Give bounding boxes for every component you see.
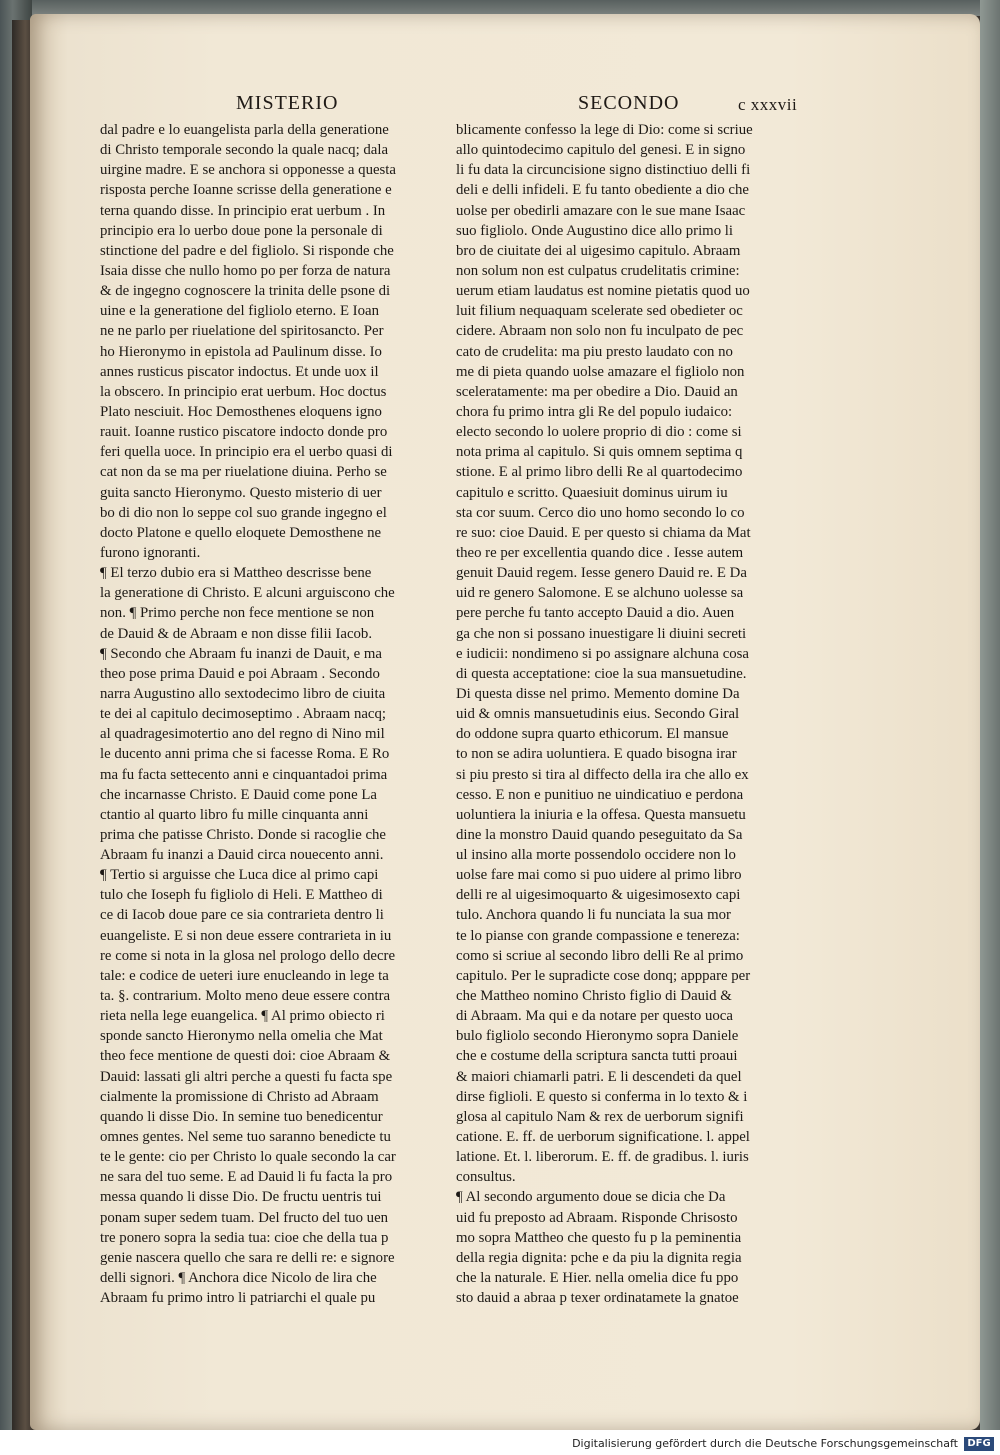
text-line: theo pose prima Dauid e poi Abraam . Secondo bbox=[100, 665, 380, 682]
text-line: Isaia disse che nullo homo po per forza de natura bbox=[100, 262, 391, 279]
text-line: furono ignoranti. bbox=[100, 544, 201, 561]
dfg-logo: DFG bbox=[964, 1437, 994, 1451]
text-line: di Christo temporale secondo la quale nacq; dala bbox=[100, 142, 389, 159]
text-line: sponde sancto Hieronymo nella omelia che Mat bbox=[100, 1028, 383, 1045]
text-line: rieta nella lege euangelica. ¶ Al primo obiecto ri bbox=[100, 1008, 385, 1025]
text-line: ponam super sedem tuam. Del fructo del tuo uen bbox=[100, 1209, 389, 1226]
text-line: dal padre e lo euangelista parla della generatione bbox=[100, 122, 389, 138]
text-line: le ducento anni prima che si facesse Roma. E Ro bbox=[100, 746, 390, 763]
text-line: consultus. bbox=[456, 1169, 516, 1186]
text-line: che la naturale. E Hier. nella omelia dice fu ppo bbox=[456, 1270, 739, 1287]
digitization-footer bbox=[0, 1430, 1000, 1455]
text-line: de Dauid & de Abraam e non disse filii Iacob. bbox=[100, 625, 373, 642]
text-line: e iudicii: nondimeno si po assignare alchuna cosa bbox=[456, 645, 749, 662]
text-line: pere perche fu tanto accepto Dauid a dio. Auen bbox=[456, 605, 735, 622]
footer-credit: Digitalisierung gefördert durch die Deutsche Forschungsgemeinschaft bbox=[572, 1437, 958, 1450]
text-line: ¶ El terzo dubio era si Mattheo descrisse bene bbox=[100, 565, 372, 582]
text-line: messa quando li disse Dio. De fructu uentris tui bbox=[100, 1189, 382, 1206]
text-line: terna quando disse. In principio erat uerbum . In bbox=[100, 202, 386, 219]
text-line: ul insino alla morte possendolo occidere non lo bbox=[456, 847, 736, 864]
text-line: uirgine madre. E se anchora si opponesse a questa bbox=[100, 162, 396, 179]
text-line: narra Augustino allo sextodecimo libro de ciuita bbox=[100, 685, 386, 702]
text-line: cidere. Abraam non solo non fu inculpato de pec bbox=[456, 323, 744, 340]
text-line: ne ne parlo per riuelatione del spiritosancto. Per bbox=[100, 323, 384, 340]
text-line: uolse fare mai como si puo uidere al primo libro bbox=[456, 867, 742, 884]
text-line: blicamente confesso la lege di Dio: come si scriue bbox=[456, 122, 753, 138]
text-line: guita sancto Hieronymo. Questo misterio di uer bbox=[100, 484, 382, 501]
book-cover-right-edge bbox=[980, 0, 1000, 1430]
folio-number: c xxxvii bbox=[738, 95, 798, 114]
text-line: ho Hieronymo in epistola ad Paulinum disse. Io bbox=[100, 343, 382, 360]
text-line: & de ingegno cognoscere la trinita delle psone di bbox=[100, 283, 391, 300]
text-line: sta cor suum. Cerco dio uno homo secondo lo co bbox=[456, 504, 745, 521]
text-line: re suo: cioe Dauid. E per questo si chiama da Mat bbox=[456, 524, 751, 541]
text-line: ma fu facta settecento anni e cinquantadoi prima bbox=[100, 766, 388, 783]
text-line: tulo che Ioseph fu figliolo di Heli. E Mattheo di bbox=[100, 887, 383, 904]
text-line: dine la monstro Dauid quando peseguitato da Sa bbox=[456, 826, 743, 843]
text-line: stione. E al primo libro delli Re al quartodecimo bbox=[456, 464, 743, 481]
text-line: feri quella uoce. In principio era el uerbo quasi di bbox=[100, 444, 393, 461]
text-line: che e costume della scriptura sancta tutti proaui bbox=[456, 1048, 738, 1065]
text-line: theo re per excellentia quando dice . Iesse autem bbox=[456, 544, 744, 561]
text-line: electo secondo lo uolere proprio di dio : come si bbox=[456, 424, 742, 441]
text-line: ¶ Tertio si arguisse che Luca dice al primo capi bbox=[100, 867, 379, 884]
text-line: tre ponero sopra la sedia tua: cioe che della tua p bbox=[100, 1229, 389, 1246]
text-line: della regia dignita: pche e da piu la dignita regia bbox=[456, 1249, 742, 1266]
text-line: sceleratamente: ma per obedire a Dio. Dauid an bbox=[456, 383, 738, 400]
running-head-left: MISTERIO bbox=[236, 92, 339, 114]
text-line: dirse figlioli. E questo si conferma in lo texto & i bbox=[456, 1088, 748, 1105]
text-line: genuit Dauid regem. Iesse genero Dauid re. E Da bbox=[456, 565, 747, 582]
text-line: ne sara del tuo seme. E ad Dauid li fu facta la pro bbox=[100, 1169, 393, 1186]
text-line: ta. §. contrarium. Molto meno deue essere contra bbox=[100, 988, 391, 1005]
text-line: al quadragesimotertio ano del regno di Nino mil bbox=[100, 726, 385, 743]
text-line: te le gente: cio per Christo lo quale secondo la car bbox=[100, 1149, 396, 1166]
text-line: bulo figliolo secondo Hieronymo sopra Daniele bbox=[456, 1028, 739, 1045]
text-line: tulo. Anchora quando li fu nunciata la sua mor bbox=[456, 907, 731, 924]
text-line: uerum etiam laudatus est nomine pietatis quod uo bbox=[456, 283, 750, 300]
text-line: non solum non est culpatus crudelitatis crimine: bbox=[456, 262, 740, 279]
text-line: glosa al capitulo Nam & rex de uerborum signifi bbox=[456, 1108, 744, 1125]
text-line: uoluntiera la iniuria e la offesa. Questa mansuetu bbox=[456, 806, 746, 823]
text-line: annes rusticus piscator indoctus. Et unde uox il bbox=[100, 363, 379, 380]
text-line: ¶ Secondo che Abraam fu inanzi de Dauit, e ma bbox=[100, 645, 382, 662]
text-line: latione. Et. l. liberorum. E. ff. de gradibus. l. iuris bbox=[456, 1149, 749, 1166]
text-line: ctantio al quarto libro fu mille cinquanta anni bbox=[100, 806, 369, 823]
text-line: nota prima al capitulo. Si quis omnem septima q bbox=[456, 444, 743, 461]
text-line: li fu data la circuncisione signo distinctiuo delli fi bbox=[456, 162, 751, 179]
text-line: che Mattheo nomino Christo figlio di Dauid & bbox=[456, 988, 732, 1005]
text-line: sto dauid a abraa p texer ordinatamete la gnatoe bbox=[456, 1290, 739, 1307]
text-line: bro de ciuitate dei al uigesimo capitulo. Abraam bbox=[456, 242, 741, 259]
text-line: ga che non si possano inuestigare li diuini secreti bbox=[456, 625, 747, 642]
text-line: Abraam fu primo intro li patriarchi el quale pu bbox=[100, 1290, 376, 1307]
text-line: catione. E. ff. de uerborum significatione. l. appel bbox=[456, 1129, 750, 1146]
text-line: suo figliolo. Onde Augustino dice allo primo li bbox=[456, 222, 734, 239]
text-line: uolse per obedirli amazare con le sue mane Isaac bbox=[456, 202, 746, 219]
text-line: ce di Iacob doue pare ce sia contrarieta dentro li bbox=[100, 907, 384, 924]
text-line: cialmente la promissione di Christo ad Abraam bbox=[100, 1088, 379, 1105]
text-line: te lo pianse con grande compassione e tenereza: bbox=[456, 927, 740, 944]
text-line: allo quintodecimo capitulo del genesi. E in signo bbox=[456, 142, 746, 159]
text-line: euangeliste. E si non deue essere contrarieta in iu bbox=[100, 927, 392, 944]
text-line: delli re al uigesimoquarto & uigesimosexto capi bbox=[456, 887, 741, 904]
text-line: cesso. E non e punitiuo ne uindicatiuo e perdona bbox=[456, 786, 744, 803]
text-line: stinctione del padre e del figliolo. Si risponde che bbox=[100, 242, 394, 259]
text-column-right bbox=[456, 120, 796, 1308]
text-line: te dei al capitulo decimoseptimo . Abraam nacq; bbox=[100, 706, 386, 723]
text-line: theo fece mentione de questi doi: cioe Abraam & bbox=[100, 1048, 391, 1065]
text-line: di Abraam. Ma qui e da notare per questo uoca bbox=[456, 1008, 733, 1025]
text-line: ¶ Al secondo argumento doue se dicia che Da bbox=[456, 1189, 726, 1206]
text-line: rauit. Ioanne rustico piscatore indocto donde pro bbox=[100, 424, 388, 441]
text-line: re come si nota in la glosa nel prologo dello decre bbox=[100, 947, 396, 964]
text-line: cat non da se ma per riuelatione diuina. Perho se bbox=[100, 464, 387, 481]
text-line: Di questa disse nel primo. Memento domine Da bbox=[456, 685, 740, 702]
text-line: uine e la generatione del figliolo eterno. E Ioan bbox=[100, 303, 379, 320]
text-line: bo di dio non lo seppe col suo grande ingegno el bbox=[100, 504, 387, 521]
text-line: la obscero. In principio erat uerbum. Hoc doctus bbox=[100, 383, 387, 400]
text-line: uid re genero Salomone. E se alchuno uolesse sa bbox=[456, 585, 744, 602]
text-line: como si scriue al secondo libro delli Re al primo bbox=[456, 947, 744, 964]
text-line: non. ¶ Primo perche non fece mentione se non bbox=[100, 605, 375, 622]
text-line: do oddone supra quarto ethicorum. El mansue bbox=[456, 726, 729, 743]
text-line: genie nascera quello che sara re delli re: e signore bbox=[100, 1249, 395, 1266]
text-line: che incarnasse Christo. E Dauid come pone La bbox=[100, 786, 377, 803]
text-line: Plato nesciuit. Hoc Demosthenes eloquens igno bbox=[100, 403, 382, 420]
text-line: risposta perche Ioanne scrisse della generatione e bbox=[100, 182, 392, 199]
text-line: Abraam fu inanzi a Dauid circa nouecento anni. bbox=[100, 847, 384, 864]
text-line: me di pieta quando uolse amazare el figliolo non bbox=[456, 363, 745, 380]
text-line: quando li disse Dio. In semine tuo benedicentur bbox=[100, 1108, 383, 1125]
text-line: si piu presto si tira al diffecto della ira che allo ex bbox=[456, 766, 749, 783]
text-line: capitulo. Per le supradicte cose donq; apppare per bbox=[456, 967, 751, 984]
text-line: principio era lo uerbo doue pone la personale di bbox=[100, 222, 383, 239]
text-line: prima che patisse Christo. Donde si racoglie che bbox=[100, 826, 386, 843]
text-line: tale: e codice de ueteri iure enucleando in lege ta bbox=[100, 967, 389, 984]
text-line: to non se adira uoluntiera. E quado bisogna irar bbox=[456, 746, 737, 763]
running-head-center: SECONDO bbox=[578, 92, 680, 114]
text-line: & maiori chiamarli patri. E li descendeti da quel bbox=[456, 1068, 742, 1085]
text-line: deli e delli infideli. E fu tanto obediente a dio che bbox=[456, 182, 749, 199]
text-line: uid fu preposto ad Abraam. Risponde Chrisosto bbox=[456, 1209, 738, 1226]
text-line: Dauid: lassati gli altri perche a questi fu facta spe bbox=[100, 1068, 393, 1085]
text-column-left bbox=[100, 120, 452, 1308]
text-line: delli signori. ¶ Anchora dice Nicolo de lira che bbox=[100, 1270, 377, 1287]
text-line: luit filium nequaquam scelerate sed obedieter oc bbox=[456, 303, 743, 320]
text-line: cato de crudelita: ma piu presto laudato con no bbox=[456, 343, 733, 360]
text-line: di questa acceptatione: cioe la sua mansuetudine. bbox=[456, 665, 747, 682]
text-line: omnes gentes. Nel seme tuo saranno benedicte tu bbox=[100, 1129, 391, 1146]
text-line: docto Platone e quello eloquete Demosthene ne bbox=[100, 524, 382, 541]
text-line: la generatione di Christo. E alcuni arguiscono che bbox=[100, 585, 395, 602]
text-line: capitulo e scritto. Quaesiuit dominus uirum iu bbox=[456, 484, 728, 501]
text-line: mo sopra Mattheo che questo fu p la peminentia bbox=[456, 1229, 742, 1246]
text-line: chora fu primo intra gli Re del populo iudaico: bbox=[456, 403, 733, 420]
text-line: uid & omnis mansuetudinis eius. Secondo Giral bbox=[456, 706, 740, 723]
